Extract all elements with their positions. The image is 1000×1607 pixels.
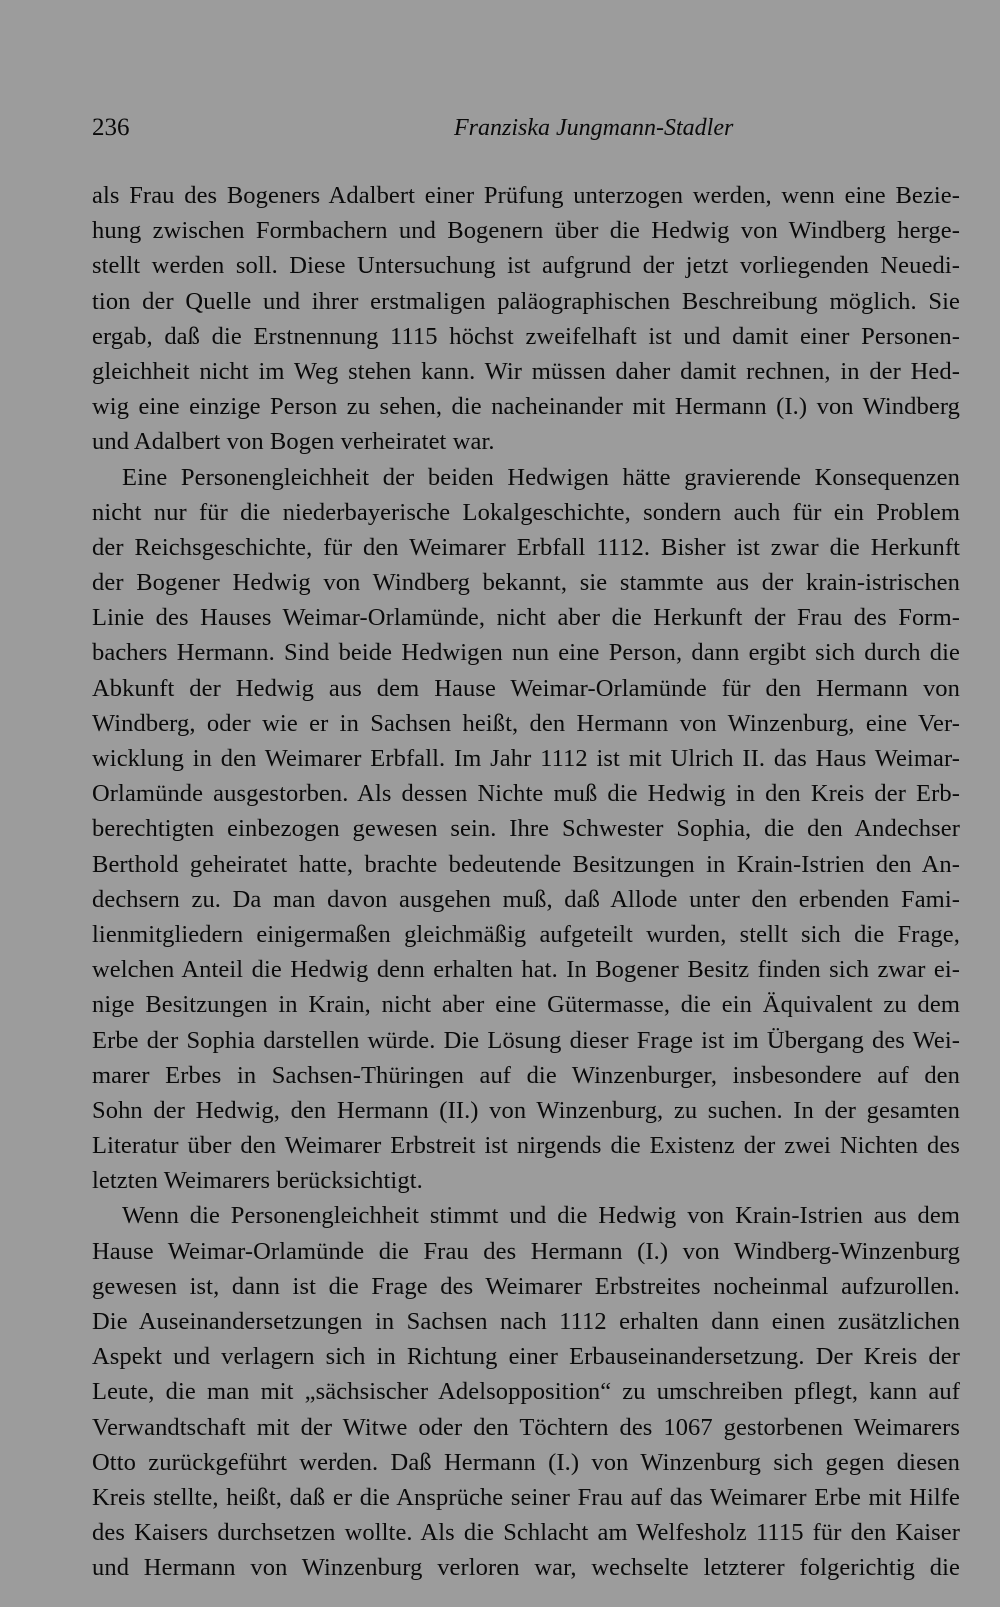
text-line: wicklung in den Weimarer Erbfall. Im Jahr 1112 ist mit Ulrich II. das Haus Weimar-	[92, 745, 960, 772]
text-line: nige Besitzungen in Krain, nicht aber eine Gütermasse, die ein Äquivalent zu dem	[92, 991, 960, 1019]
text-line: nicht nur für die niederbayerische Lokalgeschichte, sondern auch für ein Problem	[92, 498, 960, 526]
text-line: der Bogener Hedwig von Windberg bekannt, sie stammte aus der krain-istrischen	[92, 569, 960, 597]
running-head-author: Franziska Jungmann-Stadler	[454, 115, 734, 141]
text-line: Abkunft der Hedwig aus dem Hause Weimar-Orlamünde für den Hermann von	[92, 674, 960, 702]
text-line: tion der Quelle und ihrer erstmaligen paläographischen Beschreibung möglich. Sie	[92, 287, 960, 315]
text-line: gleichheit nicht im Weg stehen kann. Wir müssen daher damit rechnen, in der Hed-	[92, 357, 960, 385]
text-line: Windberg, oder wie er in Sachsen heißt, den Hermann von Winzenburg, eine Ver-	[92, 709, 960, 737]
text-line: Orlamünde ausgestorben. Als dessen Nichte muß die Hedwig in den Kreis der Erb-	[92, 780, 960, 808]
text-line: bachers Hermann. Sind beide Hedwigen nun eine Person, dann ergibt sich durch die	[92, 639, 960, 667]
text-line: und Hermann von Winzenburg verloren war, wechselte letzterer folgerichtig die	[92, 1554, 960, 1582]
text-line: des Kaisers durchsetzen wollte. Als die Schlacht am Welfesholz 1115 für den Kaiser	[92, 1519, 960, 1547]
text-line: Linie des Hauses Weimar-Orlamünde, nicht aber die Herkunft der Frau des Form-	[92, 604, 960, 632]
text-line: letzten Weimarers berücksichtigt.	[92, 1167, 423, 1195]
page-number: 236	[92, 114, 130, 141]
text-line: als Frau des Bogeners Adalbert einer Prüfung unterzogen werden, wenn eine Bezie-	[92, 182, 960, 209]
text-line: dechsern zu. Da man davon ausgehen muß, daß Allode unter den erbenden Fami-	[92, 885, 960, 913]
text-line: Literatur über den Weimarer Erbstreit ist nirgends die Existenz der zwei Nichten des	[92, 1132, 960, 1160]
text-line: gewesen ist, dann ist die Frage des Weimarer Erbstreites nocheinmal aufzurollen.	[92, 1272, 960, 1300]
text-line: Eine Personengleichheit der beiden Hedwigen hätte gravierende Konsequenzen	[122, 463, 960, 491]
text-line: berechtigten einbezogen gewesen sein. Ihre Schwester Sophia, die den Andechser	[92, 815, 960, 843]
text-line: hung zwischen Formbachern und Bogenern über die Hedwig von Windberg herge-	[92, 217, 960, 245]
text-line: ergab, daß die Erstnennung 1115 höchst zweifelhaft ist und damit einer Personen-	[92, 322, 960, 350]
text-line: marer Erbes in Sachsen-Thüringen auf die Winzenburger, insbesondere auf den	[92, 1061, 960, 1089]
running-head	[92, 108, 910, 148]
text-line: Berthold geheiratet hatte, brachte bedeutende Besitzungen in Krain-Istrien den An-	[92, 850, 960, 878]
text-line: Hause Weimar-Orlamünde die Frau des Hermann (I.) von Windberg-Winzenburg	[92, 1237, 960, 1265]
text-line: Otto zurückgeführt werden. Daß Hermann (I.) von Winzenburg sich gegen diesen	[92, 1448, 960, 1476]
text-line: Leute, die man mit „sächsischer Adelsopposition“ zu umschreiben pflegt, kann auf	[92, 1378, 960, 1406]
text-line: Aspekt und verlagern sich in Richtung einer Erbauseinandersetzung. Der Kreis der	[92, 1343, 960, 1371]
text-line: Kreis stellte, heißt, daß er die Ansprüche seiner Frau auf das Weimarer Erbe mit Hilfe	[92, 1483, 960, 1511]
text-line: lienmitgliedern einigermaßen gleichmäßig aufgeteilt wurden, stellt sich die Frage,	[92, 920, 960, 948]
text-line: stellt werden soll. Diese Untersuchung ist aufgrund der jetzt vorliegenden Neuedi-	[92, 252, 960, 280]
text-line: Wenn die Personengleichheit stimmt und die Hedwig von Krain-Istrien aus dem	[122, 1202, 960, 1230]
text-line: der Reichsgeschichte, für den Weimarer Erbfall 1112. Bisher ist zwar die Herkunft	[92, 533, 960, 561]
text-line: Erbe der Sophia darstellen würde. Die Lösung dieser Frage ist im Übergang des Wei-	[92, 1026, 960, 1054]
text-line: Verwandtschaft mit der Witwe oder den Töchtern des 1067 gestorbenen Weimarers	[92, 1413, 960, 1441]
text-line: Die Auseinandersetzungen in Sachsen nach 1112 erhalten dann einen zusätzlichen	[92, 1308, 960, 1335]
text-line: welchen Anteil die Hedwig denn erhalten hat. In Bogener Besitz finden sich zwar ei-	[92, 956, 960, 984]
text-line: wig eine einzige Person zu sehen, die nacheinander mit Hermann (I.) von Windberg	[92, 393, 960, 421]
body-text	[92, 178, 960, 1586]
text-line: und Adalbert von Bogen verheiratet war.	[92, 428, 495, 456]
text-line: Sohn der Hedwig, den Hermann (II.) von Winzenburg, zu suchen. In der gesamten	[92, 1096, 960, 1124]
